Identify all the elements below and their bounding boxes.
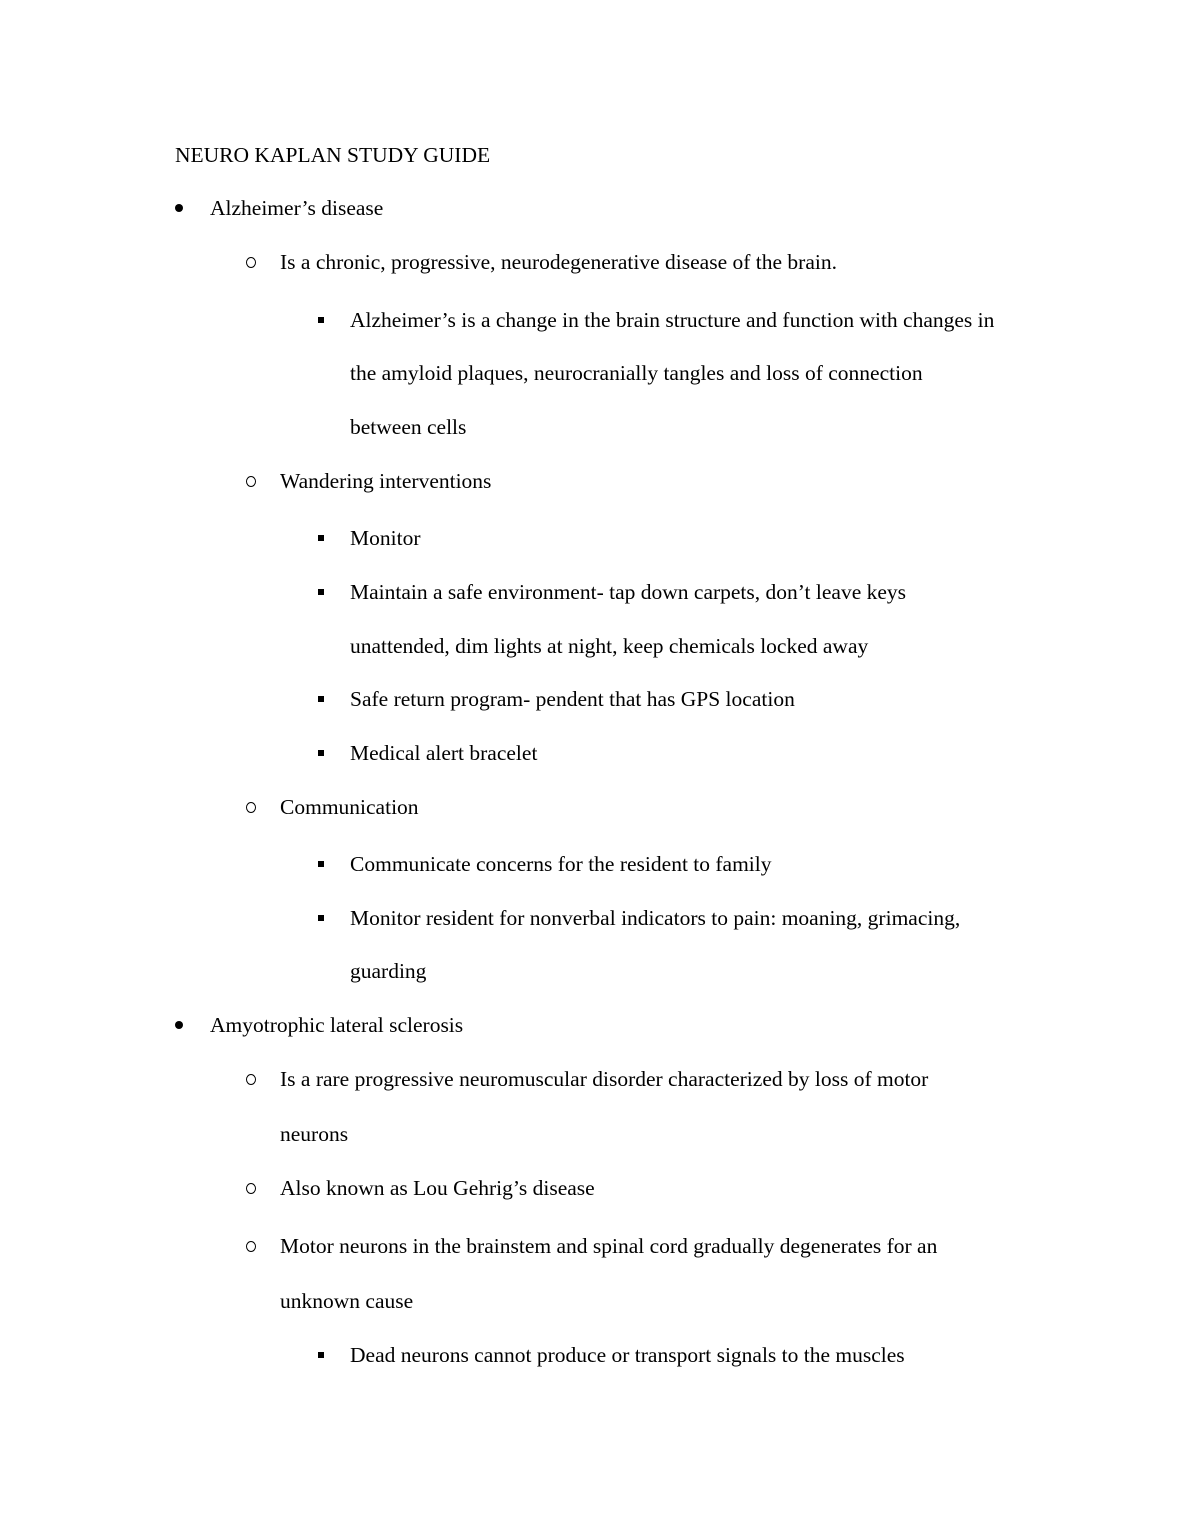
bullet-square-icon bbox=[315, 1349, 327, 1361]
bullet-square-icon bbox=[315, 747, 327, 759]
list-item-line: Alzheimer’s is a change in the brain structure and function with changes in bbox=[350, 308, 995, 332]
bullet-circle-icon bbox=[245, 801, 257, 813]
list-item-line: between cells bbox=[350, 415, 467, 439]
bullet-circle-icon bbox=[245, 256, 257, 268]
list-item: Communication bbox=[280, 795, 419, 819]
bullet-square-icon bbox=[315, 693, 327, 705]
list-item-line: unknown cause bbox=[280, 1289, 414, 1313]
list-item-line: Motor neurons in the brainstem and spinal cord gradually degenerates for an bbox=[280, 1234, 938, 1258]
bullet-circle-icon bbox=[245, 1073, 257, 1085]
list-item-line: Dead neurons cannot produce or transport signals to the muscles bbox=[350, 1343, 905, 1367]
list-item-line: Monitor resident for nonverbal indicators to pain: moaning, grimacing, bbox=[350, 906, 961, 930]
document-title: NEURO KAPLAN STUDY GUIDE bbox=[175, 143, 491, 167]
list-item-line: Medical alert bracelet bbox=[350, 741, 538, 765]
bullet-square-icon bbox=[315, 586, 327, 598]
section-heading: Alzheimer’s disease bbox=[210, 196, 384, 220]
list-item-line: unattended, dim lights at night, keep chemicals locked away bbox=[350, 634, 869, 658]
bullet-dot-icon bbox=[173, 202, 185, 214]
list-item-line: Monitor bbox=[350, 526, 421, 550]
list-item-line: Communicate concerns for the resident to family bbox=[350, 852, 772, 876]
list-item-line: Is a rare progressive neuromuscular disorder characterized by loss of motor bbox=[280, 1067, 929, 1091]
bullet-square-icon bbox=[315, 912, 327, 924]
list-item: Is a chronic, progressive, neurodegenerative disease of the brain. bbox=[280, 250, 837, 274]
list-item-line: Safe return program- pendent that has GPS location bbox=[350, 687, 795, 711]
list-item: Wandering interventions bbox=[280, 469, 492, 493]
bullet-circle-icon bbox=[245, 475, 257, 487]
list-item-line: neurons bbox=[280, 1122, 349, 1146]
bullet-circle-icon bbox=[245, 1240, 257, 1252]
bullet-square-icon bbox=[315, 532, 327, 544]
section-heading: Amyotrophic lateral sclerosis bbox=[210, 1013, 464, 1037]
bullet-square-icon bbox=[315, 858, 327, 870]
bullet-square-icon bbox=[315, 314, 327, 326]
bullet-dot-icon bbox=[173, 1019, 185, 1031]
list-item-line: the amyloid plaques, neurocranially tangles and loss of connection bbox=[350, 361, 923, 385]
list-item-line: guarding bbox=[350, 959, 427, 983]
list-item-line: Also known as Lou Gehrig’s disease bbox=[280, 1176, 595, 1200]
bullet-circle-icon bbox=[245, 1182, 257, 1194]
list-item-line: Maintain a safe environment- tap down carpets, don’t leave keys bbox=[350, 580, 907, 604]
